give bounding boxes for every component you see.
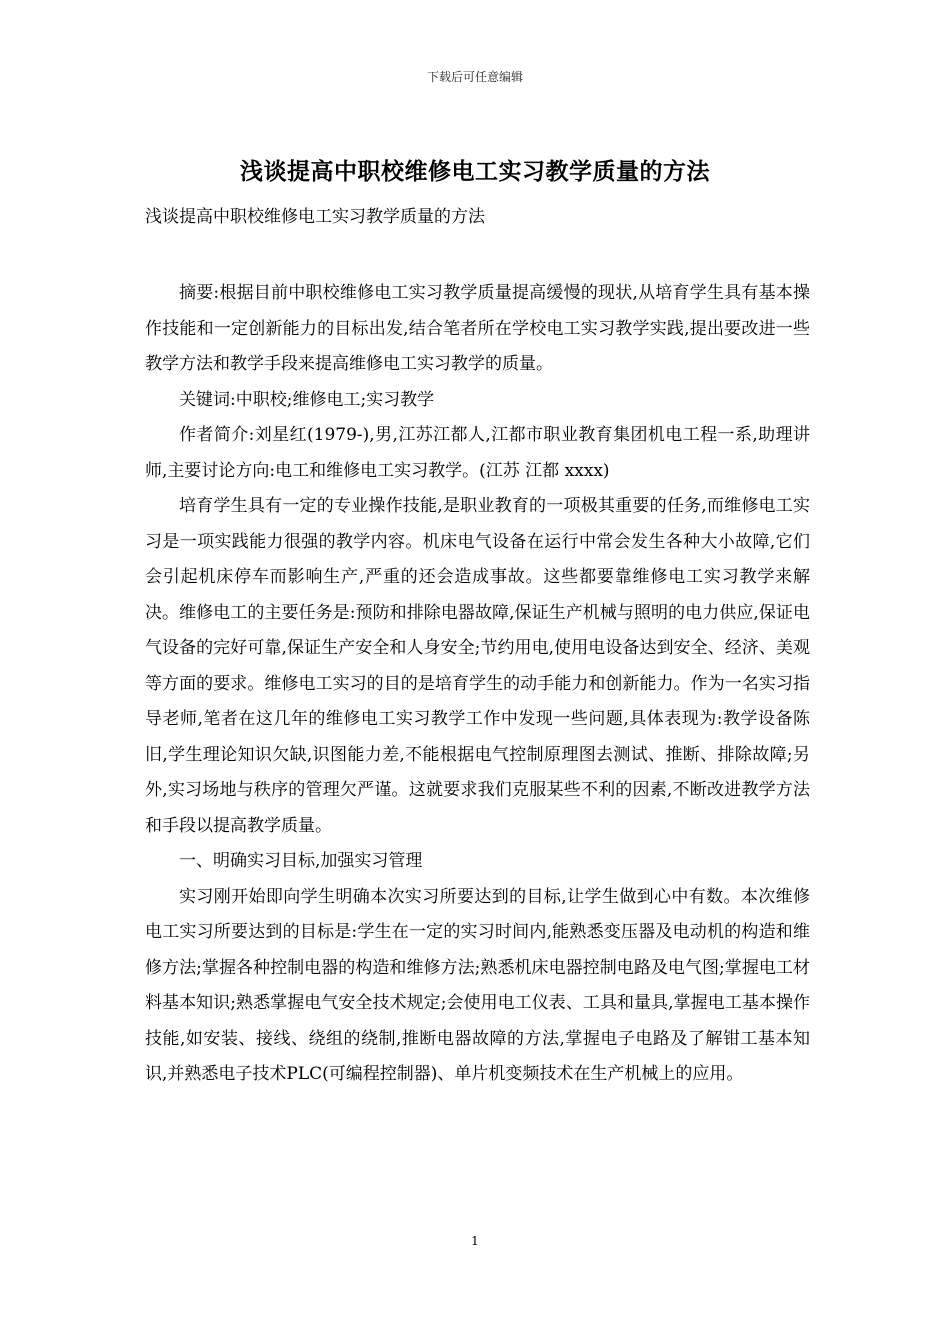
header-note: 下载后可任意编辑 <box>426 70 523 84</box>
page-title: 浅谈提高中职校维修电工实习教学质量的方法 <box>240 158 710 185</box>
section-heading: 一、明确实习目标,加强实习管理 <box>179 851 423 871</box>
document-body <box>145 276 810 1093</box>
abstract-paragraph: 摘要:根据目前中职校维修电工实习教学质量提高缓慢的现状,从培育学生具有基本操作技能和一定创新能力的目标出发,结合笔者所在学校电工实习教学实践,提出要改进一些教学方法和教学手段来提高维修电工实习教学的质量。 <box>145 283 810 374</box>
author-bio-paragraph: 作者简介:刘星红(1979-),男,江苏江都人,江都市职业教育集团机电工程一系,助理讲师,主要讨论方向:电工和维修电工实习教学。(江苏 江都 xxxx) <box>145 425 810 481</box>
keywords-paragraph: 关键词:中职校;维修电工;实习教学 <box>179 389 435 410</box>
page-subtitle: 浅谈提高中职校维修电工实习教学质量的方法 <box>145 207 485 227</box>
body-paragraph: 培育学生具有一定的专业操作技能,是职业教育的一项极其重要的任务,而维修电工实习是一项实践能力很强的教学内容。机床电气设备在运行中常会发生各种大小故障,它们会引起机床停车而影响生产,严重的还会造成事故。这些都要靠维修电工实习教学来解决。维修电工的主要任务是:预防和排除电器故障,保证生产机械与照明的电力供应,保证电气设备的完好可靠,保证生产安全和人身安全;节约用电,使用电设备达到安全、经济、美观等方面的要求。维修电工实习的目的是培育学生的动手能力和创新能力。作为一名实习指导老师,笔者在这几年的维修电工实习教学工作中发现一些问题,具体表现为:教学设备陈旧,学生理论知识欠缺,识图能力差,不能根据电气控制原理图去测试、推断、排除故障;另外,实习场地与秩序的管理欠严谨。这就要求我们克服某些不利的因素,不断改进教学方法和手段以提高教学质量。 <box>145 496 810 836</box>
page-number: 1 <box>471 1234 479 1248</box>
body-paragraph: 实习刚开始即向学生明确本次实习所要达到的目标,让学生做到心中有数。本次维修电工实习所要达到的目标是:学生在一定的实习时间内,能熟悉变压器及电动机的构造和维修方法;掌握各种控制电器的构造和维修方法;熟悉机床电器控制电路及电气图;掌握电工材料基本知识;熟悉掌握电气安全技术规定;会使用电工仪表、工具和量具,掌握电工基本操作技能,如安装、接线、绕组的绕制,推断电器故障的方法,掌握电子电路及了解钳工基本知识,并熟悉电子技术PLC(可编程控制器)、单片机变频技术在生产机械上的应用。 <box>145 886 810 1084</box>
